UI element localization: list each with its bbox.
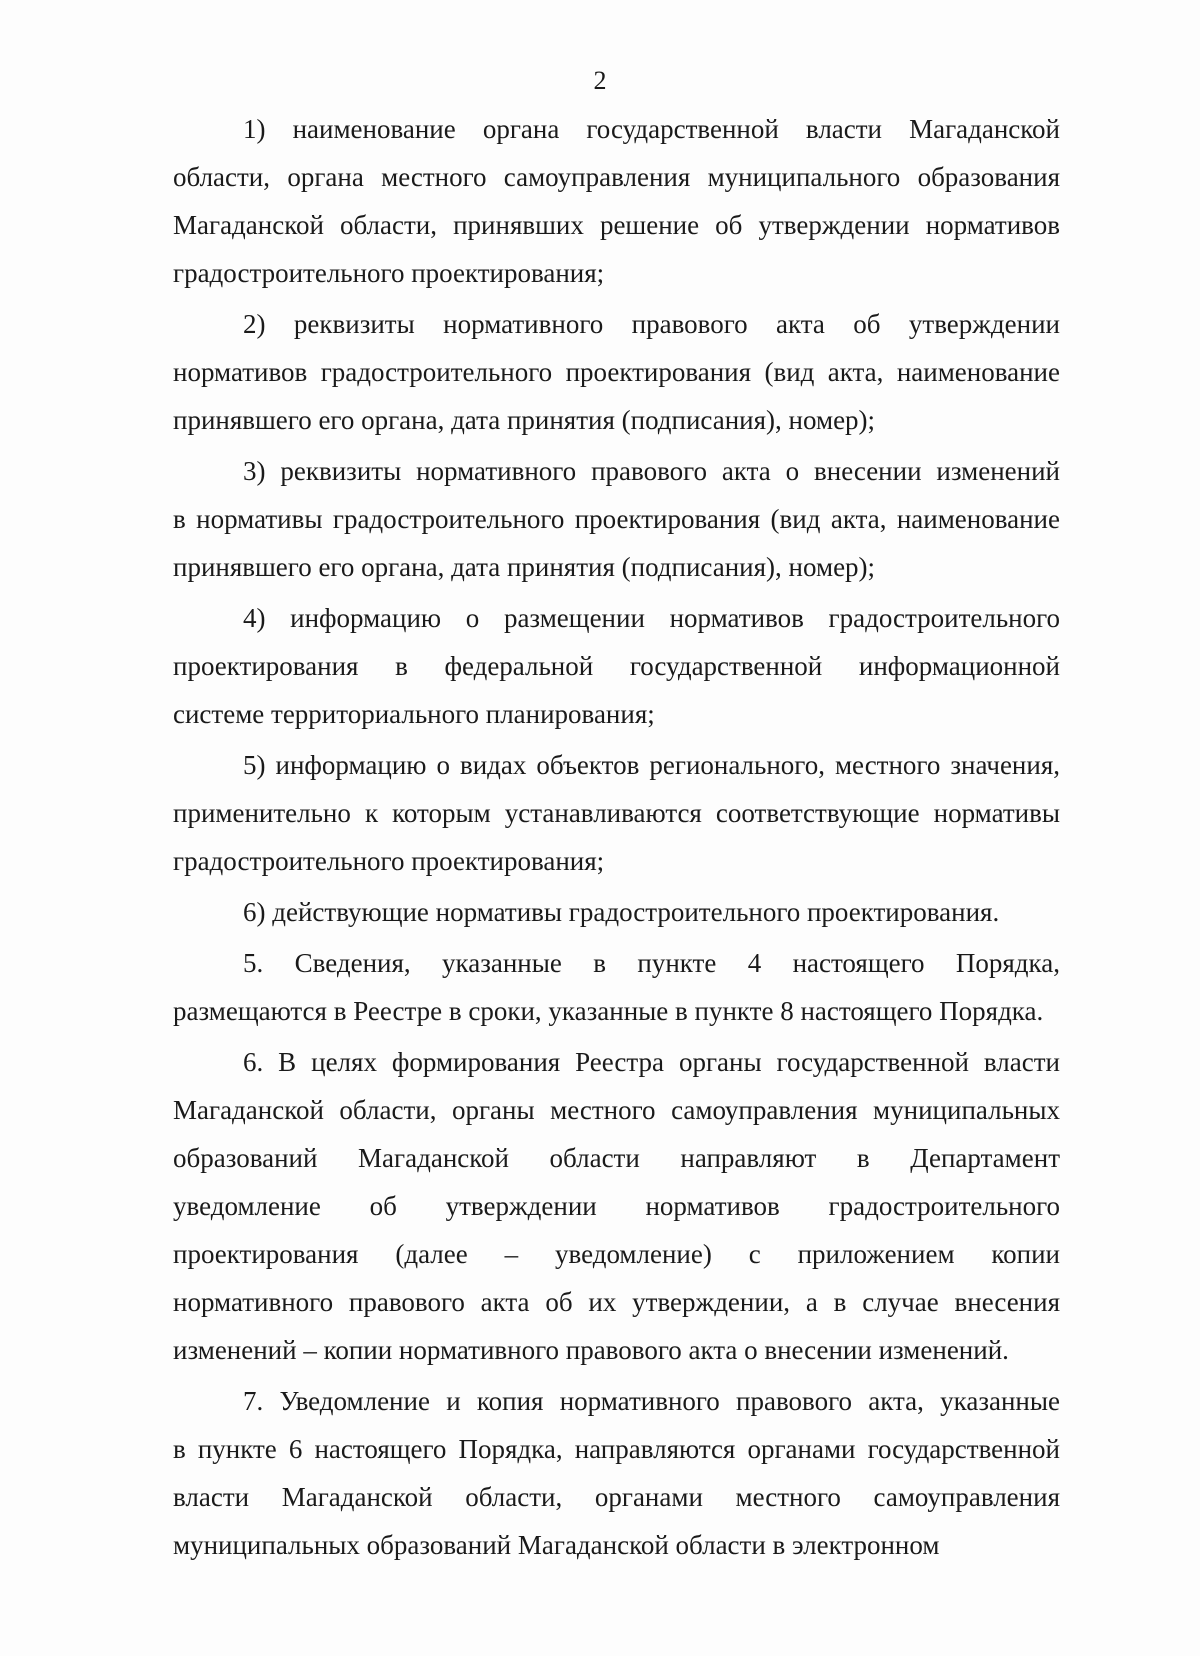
text-line: проектирования в федеральной государственной информационной [173, 651, 1060, 681]
paragraph [173, 1038, 1060, 1374]
text-line: принявшего его органа, дата принятия (подписания), номер); [173, 405, 876, 435]
paragraph [173, 1377, 1060, 1569]
text-line: нормативов градостроительного проектирования (вид акта, наименование [173, 357, 1060, 387]
paragraph [173, 939, 1060, 1035]
text-line: градостроительного проектирования; [173, 258, 605, 288]
text-line: проектирования (далее – уведомление) с приложением копии [173, 1239, 1060, 1269]
text-line: 2) реквизиты нормативного правового акта об утверждении [243, 309, 1060, 339]
paragraph [173, 594, 1060, 738]
text-line: принявшего его органа, дата принятия (подписания), номер); [173, 552, 876, 582]
page-number: 2 [593, 66, 607, 95]
text-line: размещаются в Реестре в сроки, указанные в пункте 8 настоящего Порядка. [173, 996, 1044, 1026]
paragraph [173, 300, 1060, 444]
paragraph [173, 447, 1060, 591]
text-line: уведомление об утверждении нормативов градостроительного [173, 1191, 1060, 1221]
text-line: в нормативы градостроительного проектирования (вид акта, наименование [173, 504, 1060, 534]
paragraph [173, 741, 1060, 885]
text-line: 5) информацию о видах объектов регионального, местного значения, [243, 750, 1060, 780]
text-line: в пункте 6 настоящего Порядка, направляются органами государственной [173, 1434, 1060, 1464]
text-line: Магаданской области, органы местного самоуправления муниципальных [173, 1095, 1060, 1125]
text-line: 1) наименование органа государственной власти Магаданской [243, 114, 1060, 144]
paragraph [173, 105, 1060, 297]
paragraph [173, 888, 1060, 936]
text-line: образований Магаданской области направляют в Департамент [173, 1143, 1060, 1173]
text-line: 6. В целях формирования Реестра органы государственной власти [243, 1047, 1060, 1077]
text-line: 6) действующие нормативы градостроительного проектирования. [243, 897, 1000, 927]
text-line: Магаданской области, принявших решение об утверждении нормативов [173, 210, 1060, 240]
text-line: применительно к которым устанавливаются соответствующие нормативы [173, 798, 1060, 828]
text-line: 3) реквизиты нормативного правового акта о внесении изменений [243, 456, 1060, 486]
text-line: области, органа местного самоуправления муниципального образования [173, 162, 1060, 192]
text-line: градостроительного проектирования; [173, 846, 605, 876]
text-line: 7. Уведомление и копия нормативного правового акта, указанные [243, 1386, 1060, 1416]
text-line: системе территориального планирования; [173, 699, 655, 729]
text-line: изменений – копии нормативного правового акта о внесении изменений. [173, 1335, 1009, 1365]
text-line: муниципальных образований Магаданской области в электронном [173, 1530, 940, 1560]
text-line: 4) информацию о размещении нормативов градостроительного [243, 603, 1060, 633]
text-line: власти Магаданской области, органами местного самоуправления [173, 1482, 1060, 1512]
text-line: 5. Сведения, указанные в пункте 4 настоящего Порядка, [243, 948, 1060, 978]
text-line: нормативного правового акта об их утверждении, а в случае внесения [173, 1287, 1060, 1317]
document-body [173, 105, 1060, 1572]
